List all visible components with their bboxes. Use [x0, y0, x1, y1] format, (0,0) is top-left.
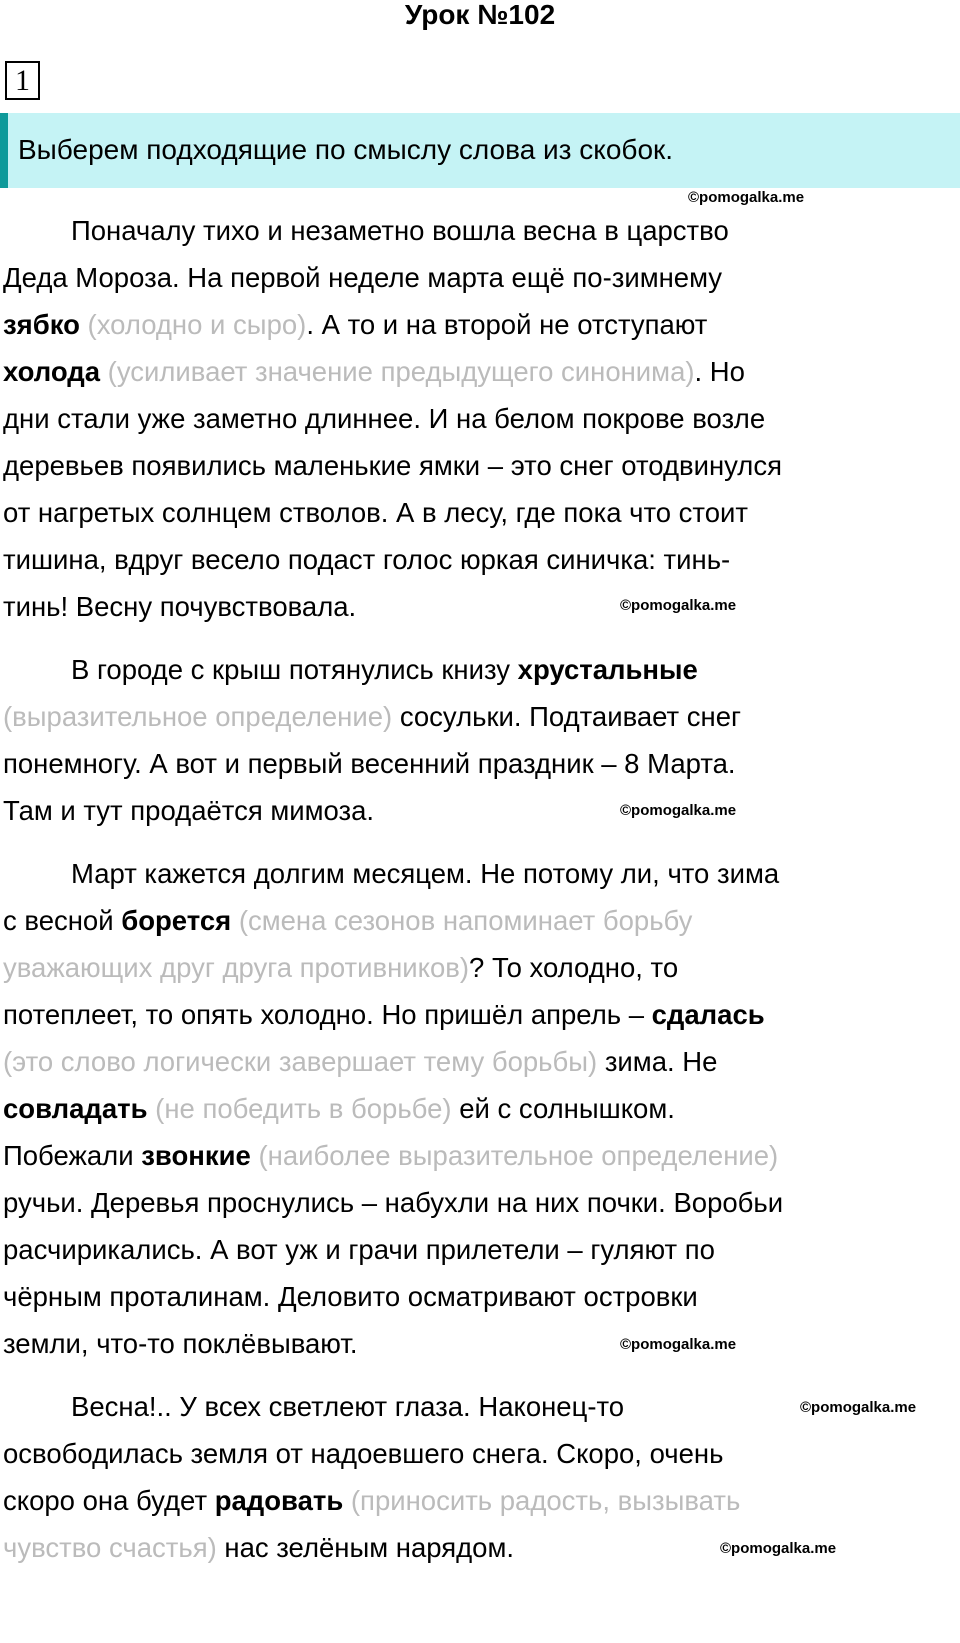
instruction-callout — [0, 113, 960, 188]
paragraph — [3, 850, 960, 1367]
text-segment: деревьев появились маленькие ямки – это снег отодвинулся — [3, 450, 782, 481]
text-segment: тишина, вдруг весело подаст голос юркая синичка: тинь- — [3, 544, 731, 575]
text-segment: чёрным проталинам. Деловито осматривают островки — [3, 1281, 698, 1312]
text-segment: Деда Мороза. На первой неделе марта ещё по-зимнему — [3, 262, 723, 293]
story-text — [3, 207, 960, 1587]
text-segment: Март кажется долгим месяцем. Не потому ли, что зима — [71, 858, 780, 889]
text-line — [3, 991, 960, 1038]
callout-accent-bar — [0, 113, 8, 188]
watermark: ©pomogalka.me — [620, 597, 737, 614]
text-segment: . А то и на второй не отступают — [306, 309, 708, 340]
text-segment: расчирикались. А вот уж и грачи прилетели – гуляют по — [3, 1234, 715, 1265]
watermark: ©pomogalka.me — [620, 1336, 737, 1353]
answer-word: радовать — [214, 1485, 344, 1516]
explanation-note: (усиливает значение предыдущего синонима) — [107, 356, 695, 387]
text-line — [3, 254, 960, 301]
text-segment — [100, 356, 108, 387]
text-line — [3, 207, 960, 254]
text-line — [3, 850, 960, 897]
text-line — [3, 489, 960, 536]
text-line — [3, 1085, 960, 1132]
text-segment: зима. Не — [597, 1046, 718, 1077]
text-segment: от нагретых солнцем стволов. А в лесу, где пока что стоит — [3, 497, 748, 528]
answer-word: холода — [3, 356, 101, 387]
explanation-note: (смена сезонов напоминает борьбу — [238, 905, 693, 936]
explanation-note: (это слово логически завершает тему борьбы) — [3, 1046, 598, 1077]
text-line — [3, 787, 960, 834]
watermark: ©pomogalka.me — [720, 1540, 837, 1557]
text-segment: Весна!.. У всех светлеют глаза. Наконец-то — [71, 1391, 625, 1422]
text-segment: ей с солнышком. — [451, 1093, 675, 1124]
text-line — [3, 536, 960, 583]
text-segment: Поначалу тихо и незаметно вошла весна в царство — [71, 215, 729, 246]
explanation-note: уважающих друг друга противников) — [3, 952, 470, 983]
explanation-note: (выразительное определение) — [3, 701, 393, 732]
text-line — [3, 1132, 960, 1179]
text-segment: потеплеет, то опять холодно. Но пришёл апрель – — [3, 999, 652, 1030]
answer-word: звонкие — [141, 1140, 251, 1171]
text-line — [3, 1179, 960, 1226]
text-segment: дни стали уже заметно длиннее. И на белом покрове возле — [3, 403, 766, 434]
paragraph — [3, 646, 960, 834]
watermark: ©pomogalka.me — [688, 189, 805, 206]
text-segment — [80, 309, 88, 340]
answer-word: борется — [121, 905, 232, 936]
text-line — [3, 944, 960, 991]
text-segment: Побежали — [3, 1140, 142, 1171]
text-segment: Там и тут продаётся мимоза. — [3, 795, 375, 826]
explanation-note: чувство счастья) — [3, 1532, 217, 1563]
text-line — [3, 1038, 960, 1085]
explanation-note: (приносить радость, вызывать — [350, 1485, 741, 1516]
text-segment: скоро она будет — [3, 1485, 215, 1516]
explanation-note: (холодно и сыро) — [87, 309, 307, 340]
text-segment: ? То холодно, то — [469, 952, 679, 983]
text-line — [3, 897, 960, 944]
text-line — [3, 301, 960, 348]
watermark: ©pomogalka.me — [800, 1399, 917, 1416]
answer-word: совладать — [3, 1093, 148, 1124]
text-segment: сосульки. Подтаивает снег — [392, 701, 742, 732]
text-segment: . Но — [694, 356, 745, 387]
text-line — [3, 1226, 960, 1273]
instruction-text: Выберем подходящие по смыслу слова из скобок. — [18, 134, 674, 165]
answer-word: хрустальные — [517, 654, 698, 685]
explanation-note: (не победить в борьбе) — [155, 1093, 452, 1124]
text-segment — [343, 1485, 351, 1516]
text-segment: ручьи. Деревья проснулись – набухли на них почки. Воробьи — [3, 1187, 784, 1218]
answer-word: зябко — [3, 309, 80, 340]
text-segment: понемногу. А вот и первый весенний праздник – 8 Марта. — [3, 748, 736, 779]
text-line — [3, 1477, 960, 1524]
text-line — [3, 348, 960, 395]
paragraph — [3, 207, 960, 630]
text-segment — [231, 905, 239, 936]
task-number: 1 — [5, 61, 40, 100]
watermark: ©pomogalka.me — [620, 802, 737, 819]
text-line — [3, 583, 960, 630]
text-line — [3, 1430, 960, 1477]
text-line — [3, 693, 960, 740]
text-line — [3, 646, 960, 693]
text-segment: В городе с крыш потянулись книзу — [71, 654, 518, 685]
text-segment: освободилась земля от надоевшего снега. Скоро, очень — [3, 1438, 724, 1469]
text-line — [3, 395, 960, 442]
text-line — [3, 1320, 960, 1367]
text-segment: с весной — [3, 905, 122, 936]
text-segment: нас зелёным нарядом. — [216, 1532, 515, 1563]
explanation-note: (наиболее выразительное определение) — [258, 1140, 779, 1171]
text-segment: тинь! Весну почувствовала. — [3, 591, 357, 622]
text-line — [3, 1273, 960, 1320]
text-segment: земли, что-то поклёвывают. — [3, 1328, 358, 1359]
page-title: Урок №102 — [404, 0, 556, 30]
text-line — [3, 740, 960, 787]
text-line — [3, 442, 960, 489]
answer-word: сдалась — [651, 999, 765, 1030]
